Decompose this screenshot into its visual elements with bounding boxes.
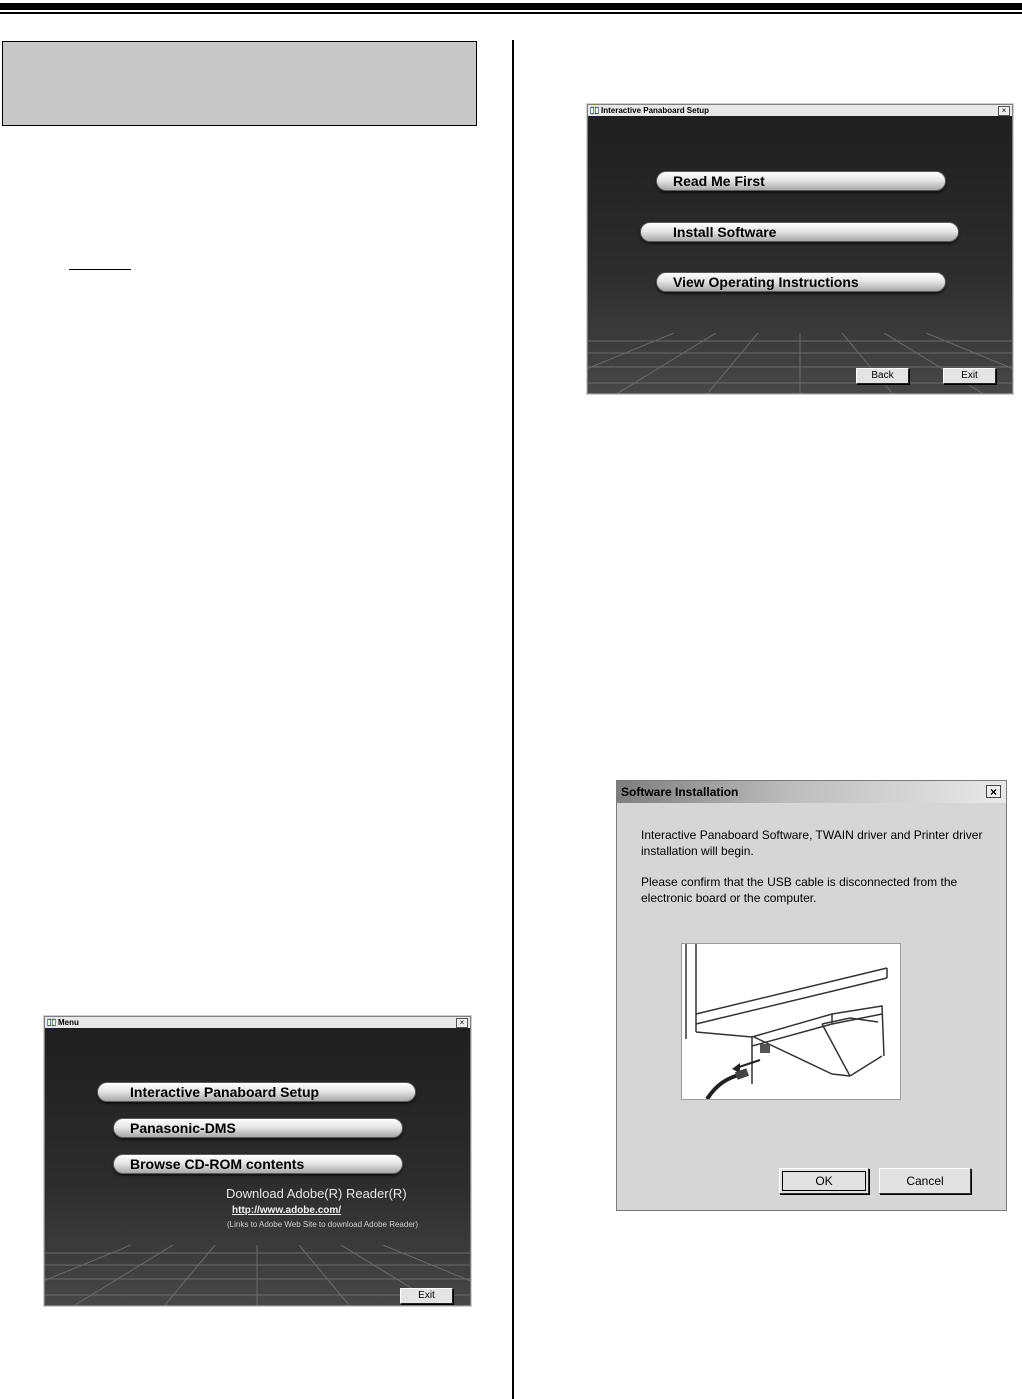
browse-cd-rom-contents-button[interactable] [113,1154,403,1174]
menu-stage [45,1028,470,1305]
exit-button[interactable] [943,368,996,384]
setup-titlebar [588,105,1012,116]
exit-button[interactable] [400,1288,453,1304]
exit-label: Exit [418,1290,435,1301]
section-heading-box [2,41,477,126]
install-software-button[interactable] [640,222,959,242]
header-rule-thick [0,3,1022,10]
book-icon [47,1018,56,1027]
adobe-link-note: (Links to Adobe Web Site to download Adobe Reader) [227,1220,419,1229]
browse-cd-rom-contents-label: Browse CD-ROM contents [130,1156,305,1172]
interactive-panaboard-setup-label: Interactive Panaboard Setup [130,1084,320,1100]
menu-titlebar [45,1017,470,1028]
cancel-button[interactable] [879,1168,971,1194]
read-me-first-button[interactable] [656,171,946,191]
setup-title: Interactive Panaboard Setup [601,106,710,115]
menu-window [44,1016,471,1306]
cancel-label: Cancel [906,1174,944,1188]
dialog-titlebar [617,781,1006,803]
underline-rule [69,269,131,270]
back-label: Back [871,370,894,381]
book-icon [590,106,599,115]
usb-cable-icon [682,944,900,1099]
usb-disconnect-illustration [681,943,901,1100]
download-adobe-title: Download Adobe(R) Reader(R) [226,1186,407,1201]
exit-label: Exit [961,370,978,381]
grid-floor-graphic [588,333,1012,393]
install-software-label: Install Software [673,224,777,240]
setup-window [587,104,1013,394]
close-icon[interactable]: × [456,1018,468,1028]
back-button[interactable] [856,368,909,384]
ok-label: OK [815,1174,833,1188]
interactive-panaboard-setup-button[interactable] [97,1082,416,1102]
close-icon[interactable]: × [998,106,1010,116]
software-installation-dialog [616,780,1007,1211]
ok-button[interactable] [779,1168,869,1194]
panasonic-dms-label: Panasonic-DMS [130,1120,236,1136]
dialog-message-2: Please confirm that the USB cable is disconnected from the electronic board or the computer. [641,875,958,905]
read-me-first-label: Read Me First [673,173,765,189]
dialog-title: Software Installation [621,785,739,799]
setup-stage [588,116,1012,393]
close-icon[interactable]: × [986,785,1001,798]
menu-title: Menu [58,1018,79,1027]
panasonic-dms-button[interactable] [113,1118,403,1138]
header-rule-thin [0,12,1022,14]
adobe-link[interactable]: http://www.adobe.com/ [232,1205,342,1216]
view-operating-instructions-button[interactable] [656,272,946,292]
dialog-message-1: Interactive Panaboard Software, TWAIN driver and Printer driver installation will begin. [641,828,983,858]
column-divider [512,40,514,1399]
view-operating-instructions-label: View Operating Instructions [673,274,859,290]
